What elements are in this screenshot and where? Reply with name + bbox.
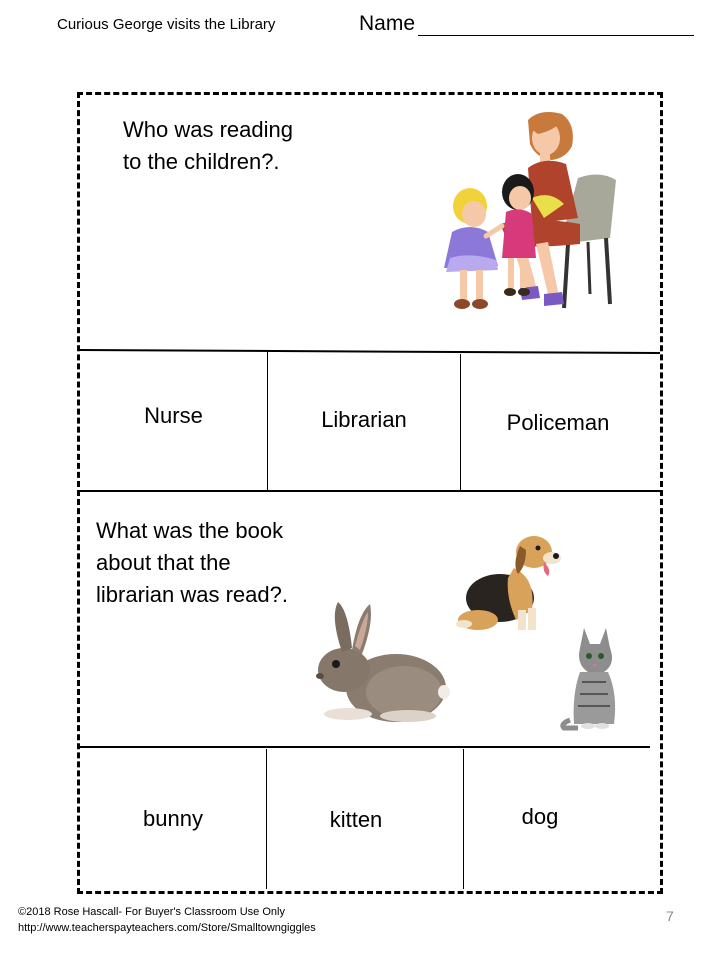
page-number: 7 [666,908,674,924]
store-url[interactable]: http://www.teacherspayteachers.com/Store/Smalltowngiggles [18,922,316,934]
question-2-line-3: librarian was read?. [96,582,288,607]
librarian-reading-illustration [440,108,620,318]
answer-nurse[interactable]: Nurse [144,403,203,428]
rabbit-illustration [308,596,448,728]
copyright-notice: ©2018 Rose Hascall- For Buyer's Classroom Use Only [18,906,285,918]
section-2-divider [77,746,650,748]
answer-kitten[interactable]: kitten [329,807,383,832]
question-2 [96,515,288,611]
answer-row-1-bottom-divider [77,490,660,492]
answer-librarian[interactable]: Librarian [321,407,407,432]
answer-dog[interactable]: dog [521,804,559,829]
question-2-line-1: What was the book [96,518,284,543]
dog-illustration [456,528,564,636]
question-1 [123,114,293,178]
question-2-line-2: about that the [96,550,231,575]
name-line [418,35,694,36]
answer-bunny[interactable]: bunny [143,806,203,831]
name-label: Name [359,12,416,35]
cat-illustration [560,624,624,730]
question-1-line-1: Who was reading [123,117,293,142]
answer-policeman[interactable]: Policeman [506,410,610,435]
worksheet-title: Curious George visits the Library [57,16,276,33]
question-1-line-2: to the children?. [123,149,280,174]
